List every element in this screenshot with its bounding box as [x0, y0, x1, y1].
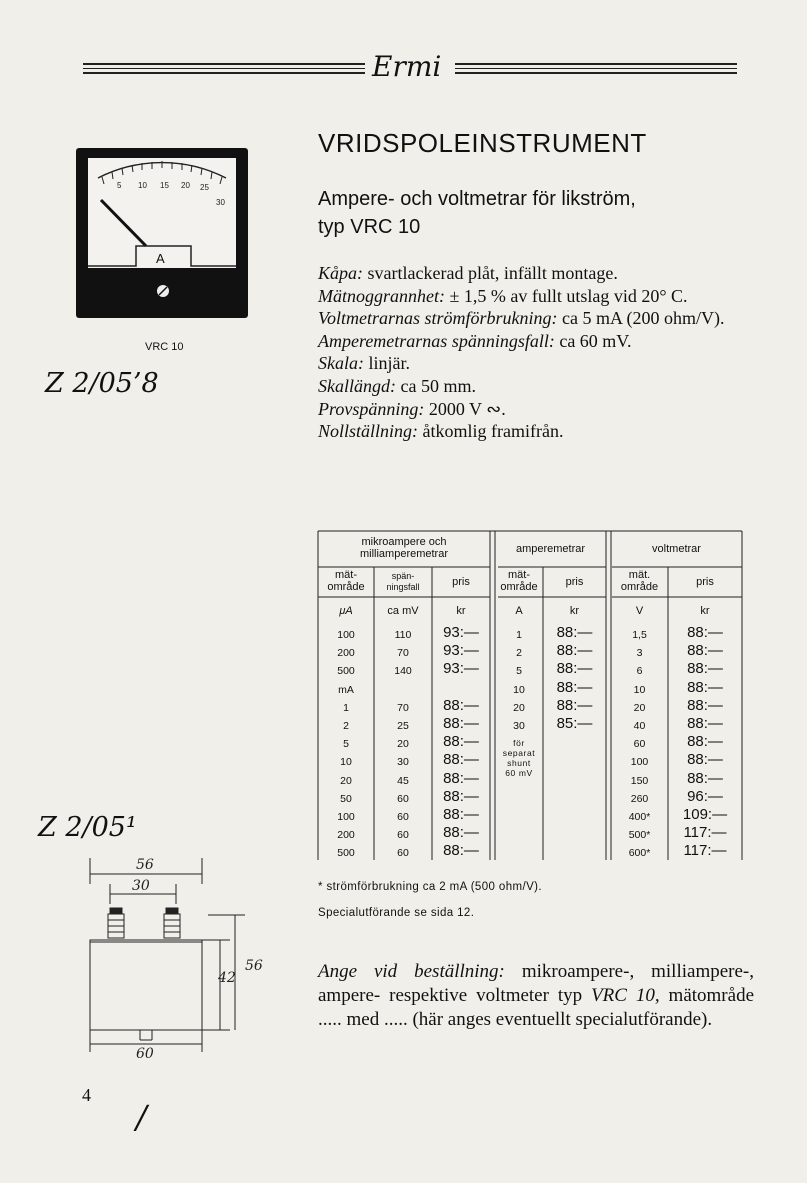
subheader-price: pris — [565, 576, 584, 588]
col-micro-price — [432, 624, 490, 861]
subheader-price: pris — [452, 576, 470, 588]
spec-value: ca 50 mm. — [396, 375, 476, 396]
unit-label: kr — [456, 605, 466, 617]
spec-value: svartlackerad plåt, infällt montage. — [363, 263, 618, 283]
cell: 117:— — [683, 842, 727, 860]
cell: 1 — [343, 701, 349, 714]
cell: 88:— — [687, 660, 723, 678]
image-caption: VRC 10 — [145, 341, 184, 353]
col-micro-range — [318, 626, 374, 863]
scale-label: 5 — [117, 181, 122, 190]
cell: 88:— — [443, 842, 479, 860]
cell: 30 — [513, 720, 525, 733]
cell: 88:— — [443, 715, 479, 733]
subheader-line: mät. — [628, 569, 651, 581]
cell: 500 — [337, 665, 355, 678]
cell: 88:— — [556, 678, 593, 696]
spec-label: Skallängd: — [318, 375, 396, 396]
cell: 600* — [628, 847, 651, 860]
note-line: 60 mV — [505, 768, 533, 778]
cell: 40 — [633, 720, 646, 733]
spec-item — [318, 398, 748, 421]
cell: 88:— — [687, 624, 723, 641]
spec-label: Amperemetrarnas spänningsfall: — [318, 330, 555, 351]
cell: 25 — [397, 720, 409, 733]
cell: 200 — [337, 829, 355, 842]
footnote: * strömförbrukning ca 2 mA (500 ohm/V). — [318, 881, 542, 893]
cell: 5 — [516, 665, 522, 678]
cell: 88:— — [556, 624, 593, 641]
dimension-label: 56 — [136, 857, 154, 873]
unit-label: kr — [569, 605, 580, 617]
cell: 2 — [516, 647, 522, 660]
special-version-note: Specialutförande se sida 12. — [318, 907, 475, 919]
cell: 50 — [340, 792, 352, 805]
cell — [432, 679, 490, 697]
subheader-range — [495, 569, 543, 593]
cell: 500 — [337, 847, 355, 860]
cell: 60 — [397, 811, 409, 824]
cell — [374, 681, 432, 699]
subheader-drop — [374, 571, 432, 593]
col-volt-range — [611, 626, 668, 863]
order-instructions — [318, 960, 754, 1032]
dimension-label: 60 — [136, 1046, 154, 1062]
spec-item — [318, 307, 748, 330]
cell: 88:— — [687, 733, 723, 751]
unit-label: kr — [700, 605, 710, 617]
dimension-label: 56 — [245, 958, 263, 974]
scale-label: 15 — [160, 181, 169, 190]
header-rule-right-3 — [455, 72, 737, 74]
cell: 93:— — [443, 642, 479, 660]
spec-item — [318, 330, 748, 353]
cell: 20 — [397, 738, 409, 751]
cell: 100 — [630, 756, 649, 769]
cell: 1,5 — [632, 629, 647, 641]
cell: 140 — [394, 665, 412, 678]
cell: 117:— — [683, 824, 727, 842]
meter-image — [76, 148, 248, 318]
scale-label: 25 — [200, 183, 209, 192]
cell: 88:— — [687, 751, 723, 769]
dimension-label: 42 — [218, 970, 236, 986]
scale-label: 20 — [181, 181, 190, 190]
cell: 93:— — [443, 660, 479, 678]
cell: 88:— — [687, 715, 723, 733]
subheader-line: område — [500, 581, 538, 593]
spec-label: Kåpa: — [318, 263, 363, 283]
cell: 60 — [397, 792, 409, 805]
header-rule-left-2 — [83, 68, 365, 69]
cell: 5 — [343, 738, 349, 751]
col-ampere-price — [543, 624, 606, 733]
header-line: milliamperemetrar — [359, 548, 449, 560]
cell: 96:— — [687, 787, 723, 805]
cell: 88:— — [443, 769, 479, 787]
cell: 93:— — [443, 624, 479, 641]
subheader-line: mät- — [508, 569, 530, 581]
spec-label: Mätnoggrannhet: — [318, 285, 445, 306]
spec-item — [318, 285, 748, 308]
cell: 400* — [628, 811, 651, 824]
cell: 100 — [337, 811, 355, 824]
spec-value: ca 5 mA (200 ohm/V). — [557, 308, 725, 329]
cell: 1 — [516, 629, 522, 641]
cell: 70 — [397, 701, 409, 714]
scale-label: 10 — [138, 181, 147, 190]
dimension-drawing — [80, 852, 280, 1062]
cell: 20 — [340, 774, 352, 787]
cell: 88:— — [443, 733, 479, 751]
order-label: Ange vid beställning: — [318, 961, 505, 982]
brand-logo: Ermi — [372, 50, 442, 83]
note-line: separat — [502, 748, 536, 758]
unit-label: V — [635, 605, 644, 617]
subtitle-line: Ampere- och voltmetrar för likström, — [318, 188, 636, 210]
spec-item — [318, 262, 748, 285]
handwritten-note: Z 2/05¹ — [38, 812, 137, 843]
order-model: VRC 10, — [591, 985, 660, 1006]
subheader-line: spän- — [391, 571, 415, 581]
cell: 60 — [397, 829, 409, 842]
cell: 70 — [397, 647, 409, 660]
cell: 109:— — [682, 806, 728, 824]
subtitle — [318, 185, 738, 241]
spec-list — [318, 262, 748, 443]
unit-label: ca mV — [387, 605, 419, 617]
subheader-line: område — [620, 581, 659, 593]
meter-unit: A — [156, 251, 165, 266]
scale-label: 30 — [216, 198, 225, 207]
header-rule-left-3 — [83, 72, 365, 74]
subheader-price: pris — [696, 576, 714, 588]
handwritten-mark: / — [136, 1098, 147, 1136]
cell: 10 — [340, 756, 352, 769]
order-text-2: mätområde ..... med ..... (här anges eventuellt specialutförande). — [318, 985, 755, 1030]
cell: mA — [338, 683, 354, 696]
spec-item — [318, 352, 748, 375]
header-rule-right-2 — [455, 68, 737, 69]
cell: 100 — [337, 629, 355, 641]
cell: 88:— — [556, 660, 593, 678]
spec-item — [318, 375, 748, 398]
spec-label: Skala: — [318, 353, 364, 374]
cell: 150 — [630, 774, 649, 787]
spec-value: linjär. — [363, 353, 410, 374]
subheader-line: område — [327, 581, 365, 593]
cell: 88:— — [443, 787, 479, 805]
note-line: shunt — [507, 758, 531, 768]
header-line: mikroampere och — [361, 536, 447, 548]
cell: 10 — [633, 683, 646, 696]
cell: 88:— — [556, 696, 593, 714]
spec-item — [318, 420, 748, 443]
spec-value: 2000 V ∾. — [424, 398, 506, 419]
cell: 85:— — [556, 715, 593, 733]
cell: 88:— — [556, 642, 593, 660]
cell: 45 — [397, 774, 409, 787]
cell: 500* — [628, 829, 651, 842]
spec-value: ± 1,5 % av fullt utslag vid 20° C. — [444, 285, 688, 306]
cell: 88:— — [443, 751, 479, 769]
spec-value: ca 60 mV. — [554, 330, 632, 351]
cell: 110 — [394, 629, 412, 641]
spec-label: Nollställning: — [318, 421, 419, 442]
subheader-line: ningsfall — [386, 582, 420, 592]
cell: 60 — [397, 847, 409, 860]
cell: 88:— — [443, 806, 479, 824]
meter-face-graphic — [76, 148, 248, 318]
cell: 6 — [636, 665, 643, 678]
col-volt-price — [668, 624, 742, 861]
cell: 88:— — [687, 696, 723, 714]
cell: 88:— — [687, 678, 723, 696]
unit-label: A — [515, 605, 523, 617]
table-group-header-ampere: amperemetrar — [515, 543, 586, 555]
order-text: mikroampere-, milliampere-, ampere- respektive voltmeter typ — [318, 961, 754, 1006]
terminal-icon — [164, 908, 180, 938]
handwritten-note: Z 2/05’8 — [45, 368, 159, 399]
subtitle-line: typ VRC 10 — [318, 216, 421, 238]
subheader-range — [611, 569, 668, 593]
cell: 200 — [337, 647, 355, 660]
cell: 88:— — [443, 696, 479, 714]
subheader-range — [318, 569, 374, 593]
page-number: 4 — [82, 1085, 91, 1105]
spec-label: Voltmetrarnas strömförbrukning: — [318, 308, 558, 329]
header-rule-right-1 — [455, 63, 737, 65]
cell: 20 — [633, 701, 646, 714]
table-group-header-micro — [318, 536, 490, 560]
terminal-icon — [108, 908, 124, 938]
cell: 88:— — [687, 769, 723, 787]
col-ampere-note — [495, 738, 543, 778]
cell: 2 — [343, 720, 349, 733]
dimension-label: 30 — [132, 878, 150, 894]
cell: 260 — [630, 792, 649, 805]
spec-value: åtkomlig framifrån. — [418, 421, 564, 442]
table-group-header-volt: voltmetrar — [652, 543, 701, 555]
header-rule-left-1 — [83, 63, 365, 65]
unit-label: μA — [339, 605, 353, 617]
spec-label: Provspänning: — [318, 398, 425, 419]
subheader-line: mät- — [335, 569, 357, 581]
cell: 30 — [397, 756, 409, 769]
col-micro-drop — [374, 626, 432, 863]
cell: 10 — [513, 683, 525, 696]
cell: 20 — [513, 701, 525, 714]
page-title: VRIDSPOLEINSTRUMENT — [318, 128, 647, 158]
cell: 60 — [633, 738, 646, 751]
cell: 88:— — [687, 642, 723, 660]
cell: 88:— — [443, 824, 479, 842]
note-line: för — [513, 738, 525, 748]
cell: 3 — [636, 647, 643, 660]
col-ampere-range — [495, 626, 543, 735]
